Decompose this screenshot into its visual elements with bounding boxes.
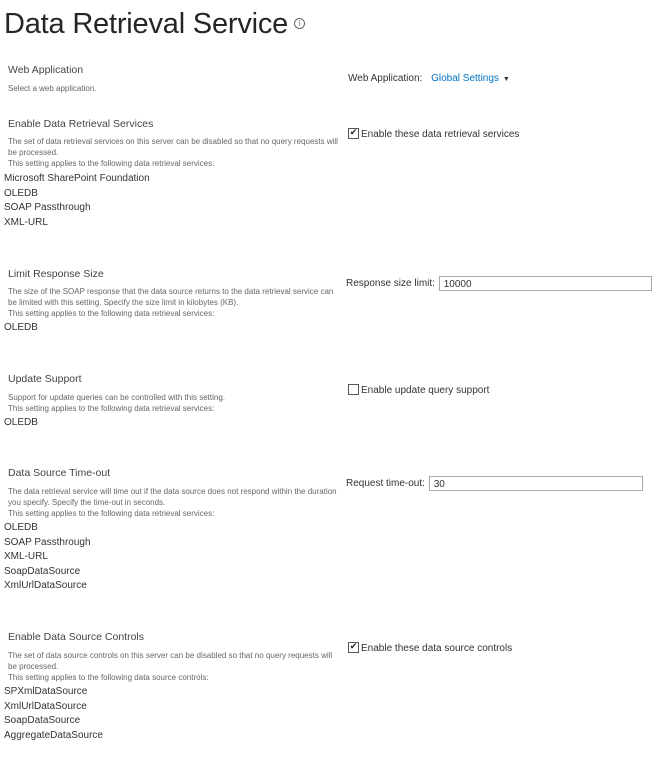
list-item: SoapDataSource xyxy=(4,715,81,726)
list-item: OLEDB xyxy=(4,522,38,533)
source-controls-desc-text: The set of data source controls on this server can be disabled so that no query requests will be processed. xyxy=(8,651,333,671)
source-controls-heading: Enable Data Source Controls xyxy=(8,631,144,643)
page-title xyxy=(4,4,305,44)
list-item: XML-URL xyxy=(4,551,48,562)
request-timeout-input[interactable]: 30 xyxy=(429,476,643,491)
enable-services-desc-text: The set of data retrieval services on this server can be disabled so that no query requests will be processed. xyxy=(8,137,338,157)
list-item: OLEDB xyxy=(4,187,38,199)
list-item: XML-URL xyxy=(4,216,48,228)
timeout-desc xyxy=(8,486,338,519)
limit-response-desc-text: The size of the SOAP response that the data source returns to the data retrieval service can be limited with this setting. Specify the size limit in kilobytes (KB). xyxy=(8,287,334,307)
web-application-desc: Select a web application. xyxy=(8,84,97,93)
list-item: SOAP Passthrough xyxy=(4,202,91,213)
source-controls-checkbox-label[interactable]: Enable these data source controls xyxy=(361,643,513,655)
caret-down-icon[interactable]: ▼ xyxy=(502,76,510,83)
timeout-applies: This setting applies to the following data retrieval services: xyxy=(8,509,215,518)
web-application-selector[interactable]: Global Settings xyxy=(431,73,499,84)
source-controls-list xyxy=(4,685,103,743)
list-item: OLEDB xyxy=(4,417,38,428)
update-support-checkbox-label[interactable]: Enable update query support xyxy=(361,385,490,397)
list-item: SPXmlDataSource xyxy=(4,686,88,697)
info-icon[interactable]: i xyxy=(294,18,305,29)
source-controls-control xyxy=(348,643,512,654)
enable-services-control xyxy=(348,129,519,140)
timeout-list xyxy=(4,521,91,594)
update-support-desc-text: Support for update queries can be controlled with this setting. xyxy=(8,393,226,402)
enable-services-checkbox-label[interactable]: Enable these data retrieval services xyxy=(361,129,520,141)
enable-services-checkbox[interactable]: ✔ xyxy=(349,128,358,138)
update-support-control xyxy=(348,385,489,396)
response-size-input[interactable]: 10000 xyxy=(439,276,652,291)
enable-services-heading: Enable Data Retrieval Services xyxy=(8,118,154,130)
limit-response-heading: Limit Response Size xyxy=(8,268,104,280)
limit-response-desc xyxy=(8,286,338,319)
response-size-label: Response size limit: xyxy=(346,278,435,290)
web-application-label: Web Application: xyxy=(348,73,423,84)
list-item: SOAP Passthrough xyxy=(4,536,91,548)
enable-services-applies: This setting applies to the following data retrieval services: xyxy=(8,159,215,168)
limit-response-control xyxy=(346,276,652,291)
list-item: XmlUrlDataSource xyxy=(4,580,87,591)
timeout-control xyxy=(346,476,643,491)
update-support-applies: This setting applies to the following data retrieval services: xyxy=(8,404,215,413)
update-support-heading: Update Support xyxy=(8,373,82,385)
list-item: SoapDataSource xyxy=(4,565,81,577)
list-item: Microsoft SharePoint Foundation xyxy=(4,173,150,184)
request-timeout-label: Request time-out: xyxy=(346,478,425,490)
source-controls-checkbox[interactable]: ✔ xyxy=(349,642,358,652)
timeout-desc-text: The data retrieval service will time out if the data source does not respond within the duration you specify. Specify the time-out in seconds. xyxy=(8,487,337,507)
update-support-desc xyxy=(8,392,338,414)
web-application-heading: Web Application xyxy=(8,64,84,76)
timeout-heading: Data Source Time-out xyxy=(8,467,111,479)
enable-services-list xyxy=(4,172,150,230)
source-controls-desc xyxy=(8,650,338,683)
web-application-control xyxy=(348,73,510,84)
page-title-text: Data Retrieval Service xyxy=(4,8,289,40)
list-item: AggregateDataSource xyxy=(4,729,103,741)
list-item: XmlUrlDataSource xyxy=(4,700,87,712)
enable-services-desc xyxy=(8,136,338,169)
update-support-list xyxy=(4,416,38,431)
update-support-checkbox[interactable] xyxy=(348,384,359,395)
limit-response-applies: This setting applies to the following data retrieval services: xyxy=(8,309,215,318)
source-controls-applies: This setting applies to the following data source controls: xyxy=(8,673,209,682)
list-item: OLEDB xyxy=(4,322,38,333)
limit-response-list xyxy=(4,321,38,336)
